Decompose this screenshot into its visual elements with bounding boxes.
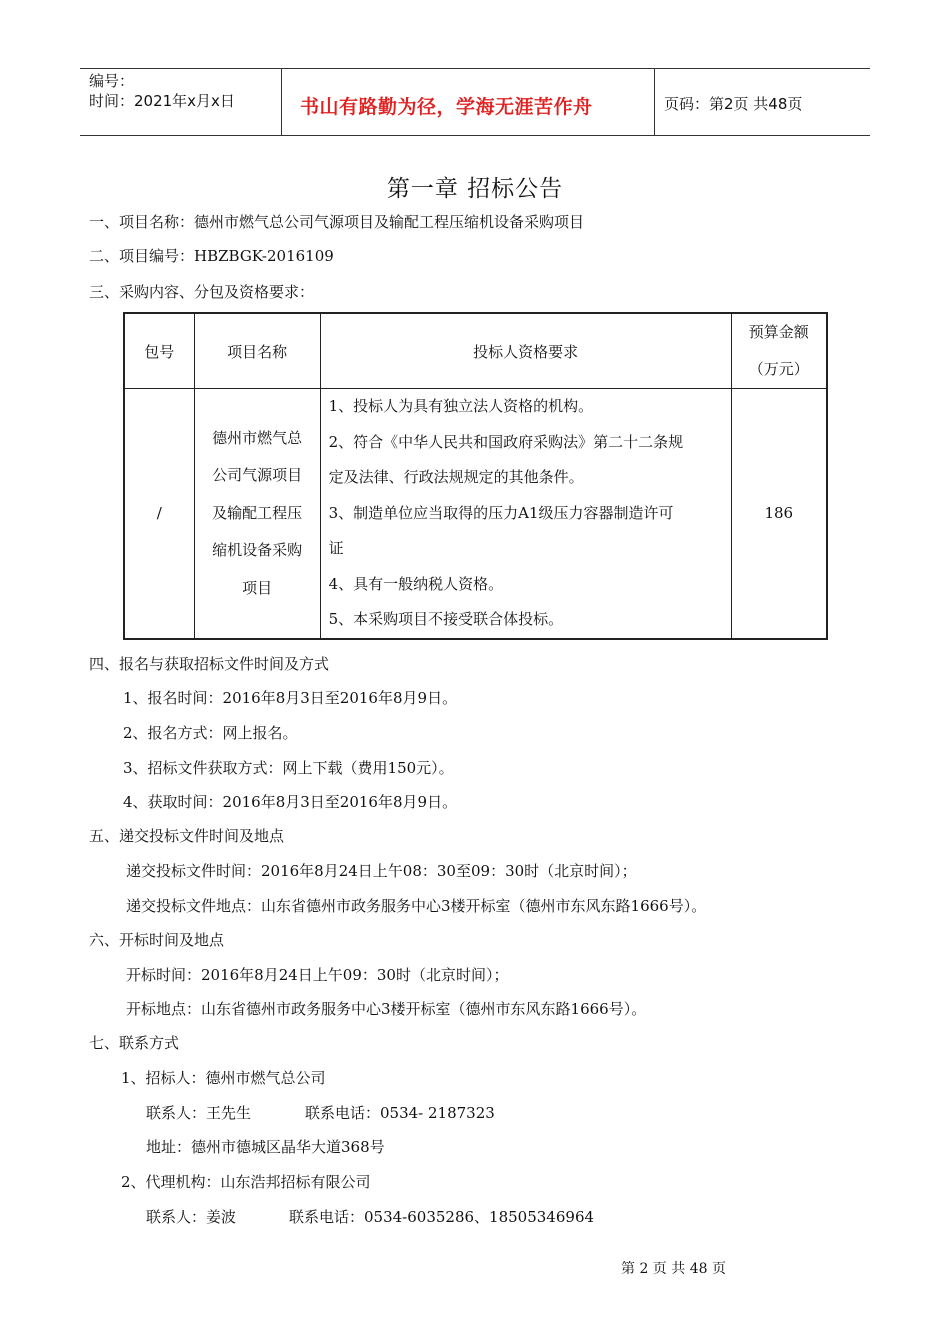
agent: 2、代理机构：山东浩邦招标有限公司: [121, 1173, 371, 1191]
requirement-line: 证: [328, 539, 344, 557]
requirement-line: 定及法律、行政法规规定的其他条件。: [328, 468, 584, 486]
header-divider-left: [281, 68, 282, 136]
section-project-name: 一、项目名称：德州市燃气总公司气源项目及输配工程压缩机设备采购项目: [89, 213, 585, 231]
section-submission-heading: 五、递交投标文件时间及地点: [89, 827, 285, 845]
tenderer-contact: 联系人：王先生: [146, 1104, 252, 1122]
section-content-heading: 三、采购内容、分包及资格要求：: [89, 283, 315, 301]
requirement-line: 4、具有一般纳税人资格。: [328, 574, 504, 593]
requirement-line: 1、投标人为具有独立法人资格的机构。: [328, 397, 594, 415]
agent-contact: 联系人：姜波: [146, 1208, 237, 1226]
requirement-line: 2、符合《中华人民共和国政府采购法》第二十二条规: [328, 432, 684, 451]
requirements-table: [123, 312, 828, 640]
header-date-label: 时间：2021年x月x日: [89, 92, 235, 110]
header-budget: [731, 313, 827, 389]
section-registration-heading: 四、报名与获取招标文件时间及方式: [89, 655, 330, 673]
opening-place: 开标地点：山东省德州市政务服务中心3楼开标室（德州市东风东路1666号）。: [126, 1000, 647, 1018]
header-top-rule: [80, 68, 870, 69]
table-row: [124, 389, 827, 639]
header-code-label: 编号：: [89, 72, 135, 90]
submission-place: 递交投标文件地点：山东省德州市政务服务中心3楼开标室（德州市东风东路1666号）。: [126, 897, 707, 915]
agent-phone: 联系电话：0534-6035286、18505346964: [289, 1208, 595, 1226]
section-opening-heading: 六、开标时间及地点: [89, 931, 225, 949]
name-line: 公司气源项目: [212, 466, 303, 484]
acquisition-time: 4、获取时间：2016年8月3日至2016年8月9日。: [123, 793, 458, 811]
header-project-name: 项目名称: [194, 313, 320, 389]
tenderer: 1、招标人：德州市燃气总公司: [121, 1069, 326, 1087]
cell-package: /: [124, 389, 194, 639]
cell-budget: 186: [731, 389, 827, 639]
requirement-line: 3、制造单位应当取得的压力A1级压力容器制造许可: [328, 503, 674, 522]
opening-time: 开标时间：2016年8月24日上午09：30时（北京时间）；: [126, 966, 509, 984]
tenderer-phone: 联系电话：0534- 2187323: [305, 1104, 495, 1122]
header-bottom-rule: [80, 135, 870, 136]
header-requirements: 投标人资格要求: [320, 313, 731, 389]
registration-method: 2、报名方式：网上报名。: [123, 724, 298, 742]
chapter-title: 第一章 招标公告: [386, 176, 564, 202]
registration-time: 1、报名时间：2016年8月3日至2016年8月9日。: [123, 689, 458, 707]
name-line: 缩机设备采购: [212, 541, 303, 559]
header-divider-right: [654, 68, 655, 136]
header-package: 包号: [124, 313, 194, 389]
cell-requirements: [320, 389, 731, 639]
tenderer-address: 地址：德州市德城区晶华大道368号: [146, 1138, 385, 1156]
page-footer: 第 2 页 共 48 页: [621, 1261, 726, 1277]
section-contact-heading: 七、联系方式: [89, 1034, 180, 1052]
document-acquisition-method: 3、招标文件获取方式：网上下载（费用150元）。: [123, 759, 454, 777]
header-budget-line1: 预算金额: [748, 323, 809, 341]
header-budget-line2: （万元）: [748, 360, 809, 378]
name-line: 项目: [242, 578, 273, 597]
requirement-line: 5、本采购项目不接受联合体投标。: [328, 610, 564, 628]
table-header-row: [124, 313, 827, 389]
section-project-number: 二、项目编号：HBZBGK-2016109: [89, 247, 334, 265]
name-line: 德州市燃气总: [212, 428, 303, 447]
header-page-label: 页码：第2页 共48页: [664, 95, 803, 113]
cell-project-name: [194, 389, 320, 639]
header-motto: 书山有路勤为径，学海无涯苦作舟: [300, 96, 593, 118]
submission-time: 递交投标文件时间：2016年8月24日上午08：30至09：30时（北京时间）；: [126, 862, 637, 880]
name-line: 及输配工程压: [212, 503, 303, 522]
